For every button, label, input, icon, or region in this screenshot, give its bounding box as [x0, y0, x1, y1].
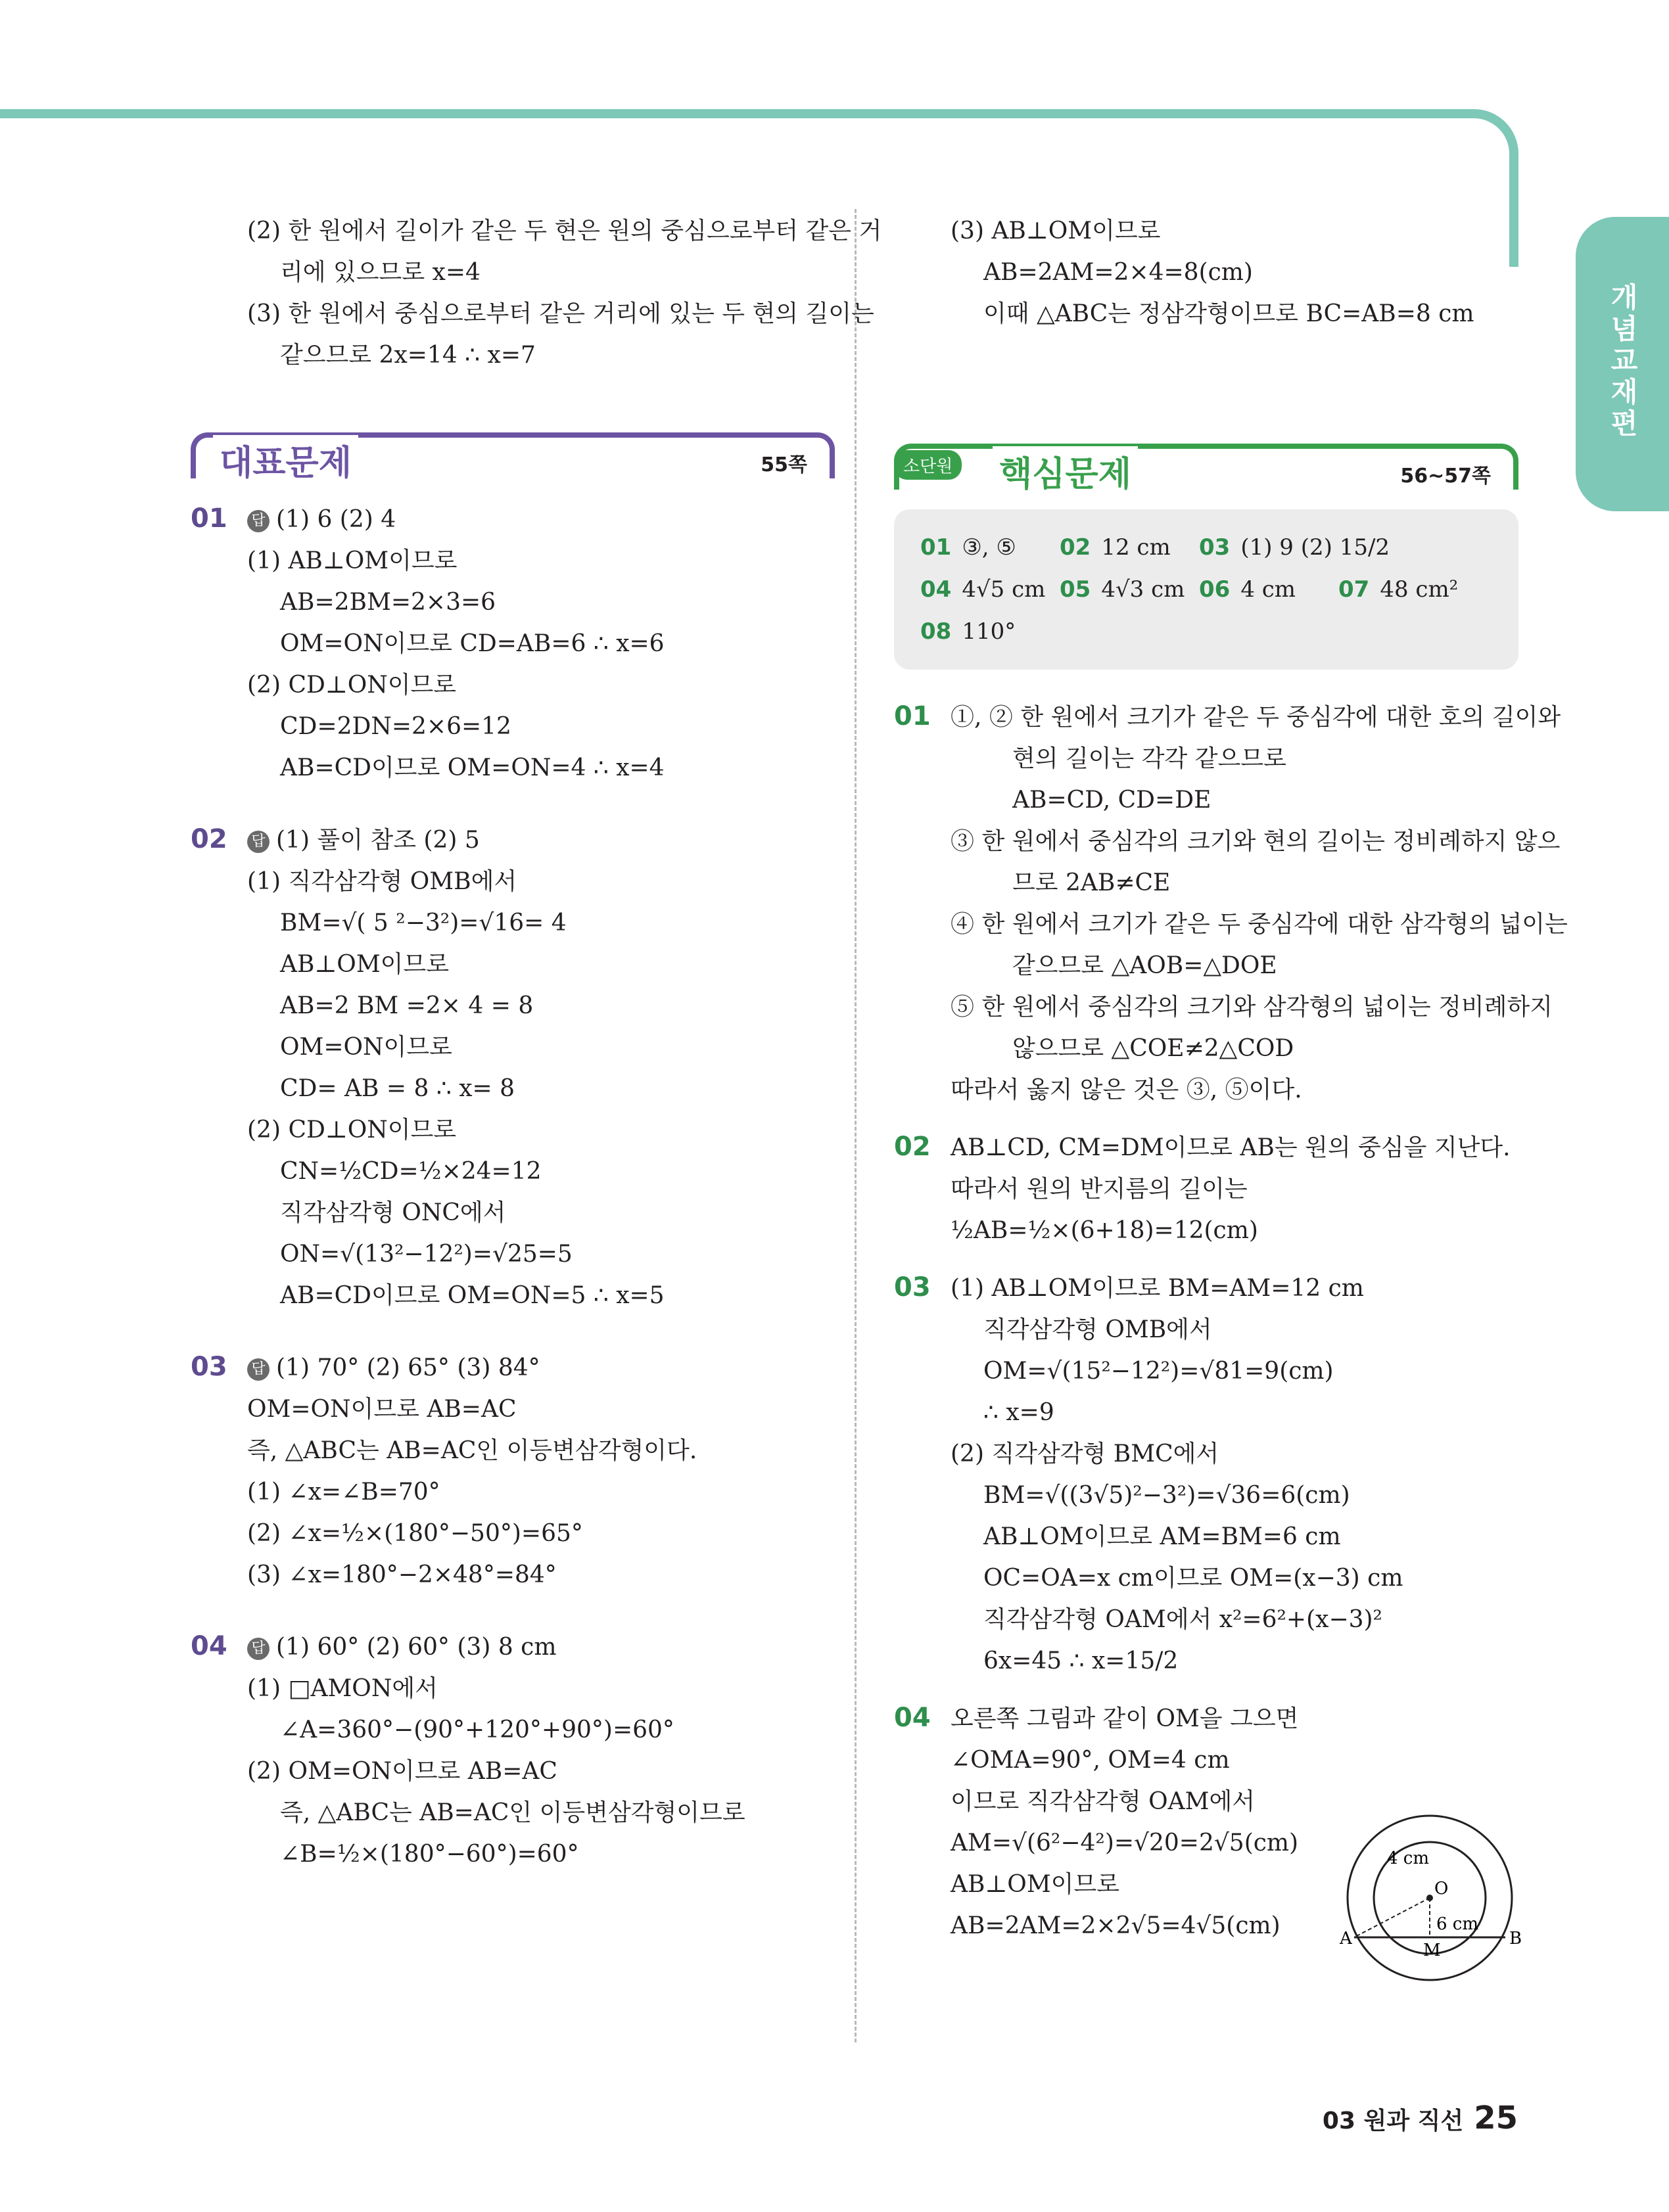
section-page-ref: 55쪽: [757, 448, 811, 477]
problem-header: [191, 498, 835, 540]
problem-number: 02: [894, 1132, 931, 1162]
segment-oa: [1354, 1898, 1430, 1937]
problem-number: 02: [191, 824, 227, 854]
problem-header: [894, 1697, 1518, 1740]
text-line: AB=2AM=2×4=8(cm): [983, 259, 1253, 286]
page-footer: [1323, 2100, 1518, 2136]
answer-badge-icon: 답: [247, 831, 270, 853]
text-line: AB⊥CD, CM=DM이므로 AB는 원의 중심을 지난다.: [951, 1134, 1511, 1161]
text-line: ③ 한 원에서 중심각의 크기와 현의 길이는 정비례하지 않으: [951, 828, 1561, 855]
answer-text: (1) 60° (2) 60° (3) 8 cm: [276, 1634, 557, 1661]
chapter-label: 03 원과 직선: [1322, 2108, 1464, 2134]
summary-row: [920, 568, 1492, 611]
summary-cell: 08 110°: [920, 618, 1016, 645]
text-line: BM=√( 5 ²−3²)=√16= 4: [280, 910, 567, 936]
answer-badge-icon: 답: [247, 1638, 270, 1660]
text-line: 므로 2AB≠CE: [1012, 869, 1171, 896]
label-m: M: [1423, 1941, 1441, 1960]
side-tab-label: 개념교재편: [1607, 283, 1639, 440]
text-line: (1) AB⊥OM이므로: [247, 547, 458, 574]
text-line: CD= AB = 8 ∴ x= 8: [280, 1075, 515, 1102]
section-page-ref: 56~57쪽: [1396, 459, 1495, 488]
problem-number: 03: [894, 1272, 931, 1302]
section-header-haeksim: [894, 433, 1518, 494]
text-line: AB=CD, CD=DE: [1012, 787, 1211, 814]
text-line: 같으므로 △AOB=△DOE: [1012, 952, 1277, 979]
text-line: (2) 한 원에서 길이가 같은 두 현은 원의 중심으로부터 같은 거: [247, 218, 882, 244]
text-line: 따라서 원의 반지름의 길이는: [951, 1176, 1248, 1203]
label-a: A: [1340, 1929, 1352, 1948]
summary-cell: 02 12 cm: [1060, 534, 1171, 561]
text-line: AB⊥OM이므로: [951, 1871, 1120, 1898]
section-title: 핵심문제: [993, 446, 1138, 495]
problem-number: 01: [894, 701, 931, 731]
text-line: ∠A=360°−(90°+120°+90°)=60°: [280, 1717, 674, 1743]
text-line: ∴ x=9: [983, 1399, 1054, 1426]
summary-cell: 01 ③, ⑤: [920, 534, 1016, 561]
text-line: OM=ON이므로: [280, 1034, 452, 1061]
label-inner-radius: 4 cm: [1387, 1849, 1430, 1868]
text-line: AB=CD이므로 OM=ON=4 ∴ x=4: [280, 754, 665, 781]
problem-number: 04: [191, 1631, 227, 1661]
summary-row: [920, 611, 1492, 653]
problem-header: [191, 1347, 835, 1389]
column-divider: [855, 209, 857, 2042]
text-line: (2) ∠x=½×(180°−50°)=65°: [247, 1520, 583, 1547]
answer-summary-box: [894, 509, 1518, 670]
right-column: [894, 210, 1568, 1947]
label-o: O: [1434, 1879, 1449, 1899]
answer-text: (1) 70° (2) 65° (3) 84°: [276, 1354, 540, 1381]
text-line: (1) 직각삼각형 OMB에서: [247, 868, 517, 895]
text-line: (3) ∠x=180°−2×48°=84°: [247, 1561, 557, 1588]
text-line: 리에 있으므로 x=4: [280, 259, 481, 286]
text-line: AM=√(6²−4²)=√20=2√5(cm): [951, 1830, 1299, 1856]
text-line: AB=2 BM =2× 4 = 8: [280, 992, 534, 1019]
text-line: ½AB=½×(6+18)=12(cm): [951, 1217, 1258, 1244]
text-line: 6x=45 ∴ x=15/2: [983, 1647, 1179, 1674]
text-line: ⑤ 한 원에서 중심각의 크기와 삼각형의 넓이는 정비례하지: [951, 994, 1553, 1021]
text-line: 직각삼각형 OMB에서: [983, 1316, 1212, 1343]
text-line: OM=ON이므로 AB=AC: [247, 1396, 517, 1423]
text-line: 즉, △ABC는 AB=AC인 이등변삼각형이다.: [247, 1437, 697, 1464]
text-line: (2) 직각삼각형 BMC에서: [951, 1440, 1219, 1467]
label-b: B: [1509, 1929, 1522, 1948]
text-line: AB=CD이므로 OM=ON=5 ∴ x=5: [280, 1282, 665, 1309]
problem-number: 04: [894, 1703, 931, 1733]
text-line: (3) 한 원에서 중심으로부터 같은 거리에 있는 두 현의 길이는: [247, 300, 874, 327]
text-line: AB=2AM=2×2√5=4√5(cm): [951, 1912, 1281, 1939]
page-number: 25: [1474, 2100, 1518, 2136]
text-line: (1) AB⊥OM이므로 BM=AM=12 cm: [951, 1275, 1364, 1302]
problem-header: [894, 1126, 1518, 1168]
answer-text: (1) 6 (2) 4: [276, 506, 396, 533]
summary-cell: 05 4√3 cm: [1060, 576, 1185, 603]
text-line: 오른쪽 그림과 같이 OM을 그으면: [951, 1705, 1299, 1732]
text-line: 즉, △ABC는 AB=AC인 이등변삼각형이므로: [280, 1799, 745, 1826]
left-column: [191, 210, 882, 1875]
text-line: 않으므로 △COE≠2△COD: [1012, 1035, 1294, 1062]
text-line: ∠OMA=90°, OM=4 cm: [951, 1747, 1230, 1774]
answer-text: (1) 풀이 참조 (2) 5: [276, 827, 480, 854]
label-outer-radius: 6 cm: [1436, 1914, 1479, 1934]
text-line: 직각삼각형 OAM에서 x²=6²+(x−3)²: [983, 1606, 1382, 1633]
problem-header: [191, 819, 835, 861]
text-line: AB=2BM=2×3=6: [280, 589, 496, 616]
problem-header: [894, 696, 1561, 738]
text-line: ④ 한 원에서 크기가 같은 두 중심각에 대한 삼각형의 넓이는: [951, 911, 1568, 938]
text-line: 이때 △ABC는 정삼각형이므로 BC=AB=8 cm: [983, 300, 1474, 327]
section-header-daepyo: [191, 422, 835, 483]
text-line: ON=√(13²−12²)=√25=5: [280, 1241, 573, 1268]
text-line: AB⊥OM이므로: [280, 951, 450, 978]
summary-cell: 06 4 cm: [1199, 576, 1296, 603]
text-line: (2) OM=ON이므로 AB=AC: [247, 1758, 557, 1785]
section-tag: 소단원: [894, 450, 962, 480]
text-line: 현의 길이는 각각 같으므로: [1012, 745, 1286, 772]
text-line: OC=OA=x cm이므로 OM=(x−3) cm: [983, 1565, 1403, 1592]
text-line: 직각삼각형 ONC에서: [280, 1199, 506, 1226]
text-line: CN=½CD=½×24=12: [280, 1158, 542, 1185]
text-line: OM=√(15²−12²)=√81=9(cm): [983, 1358, 1334, 1385]
text-line: (2) CD⊥ON이므로: [247, 672, 457, 699]
summary-cell: 03 (1) 9 (2) 15/2: [1199, 534, 1390, 561]
text-line: AB⊥OM이므로 AM=BM=6 cm: [983, 1523, 1341, 1550]
text-line: (2) CD⊥ON이므로: [247, 1117, 457, 1143]
center-point: [1426, 1895, 1433, 1901]
answer-badge-icon: 답: [247, 1358, 270, 1381]
problem-header: [191, 1626, 835, 1668]
summary-row: [920, 526, 1492, 568]
answer-badge-icon: 답: [247, 510, 270, 532]
summary-cell: 07 48 cm²: [1338, 576, 1459, 603]
text-line: BM=√((3√5)²−3²)=√36=6(cm): [983, 1482, 1350, 1509]
problem-number: 03: [191, 1352, 227, 1382]
text-line: 이므로 직각삼각형 OAM에서: [951, 1788, 1256, 1815]
summary-cell: 04 4√5 cm: [920, 576, 1046, 603]
problem-number: 01: [191, 503, 227, 534]
concentric-circles-figure: [1334, 1812, 1525, 1983]
side-tab: [1576, 217, 1669, 511]
text-line: CD=2DN=2×6=12: [280, 713, 511, 740]
text-line: (1) □AMON에서: [247, 1675, 438, 1702]
text-line: OM=ON이므로 CD=AB=6 ∴ x=6: [280, 630, 665, 657]
text-line: 따라서 옳지 않은 것은 ③, ⑤이다.: [951, 1076, 1302, 1103]
text-line: ①, ② 한 원에서 크기가 같은 두 중심각에 대한 호의 길이와: [951, 704, 1561, 731]
problem-header: [894, 1267, 1518, 1309]
text-line: (3) AB⊥OM이므로: [951, 218, 1161, 244]
section-title: 대표문제: [213, 435, 358, 484]
text-line: 같으므로 2x=14 ∴ x=7: [280, 342, 536, 369]
text-line: ∠B=½×(180°−60°)=60°: [280, 1841, 579, 1868]
text-line: (1) ∠x=∠B=70°: [247, 1479, 440, 1506]
